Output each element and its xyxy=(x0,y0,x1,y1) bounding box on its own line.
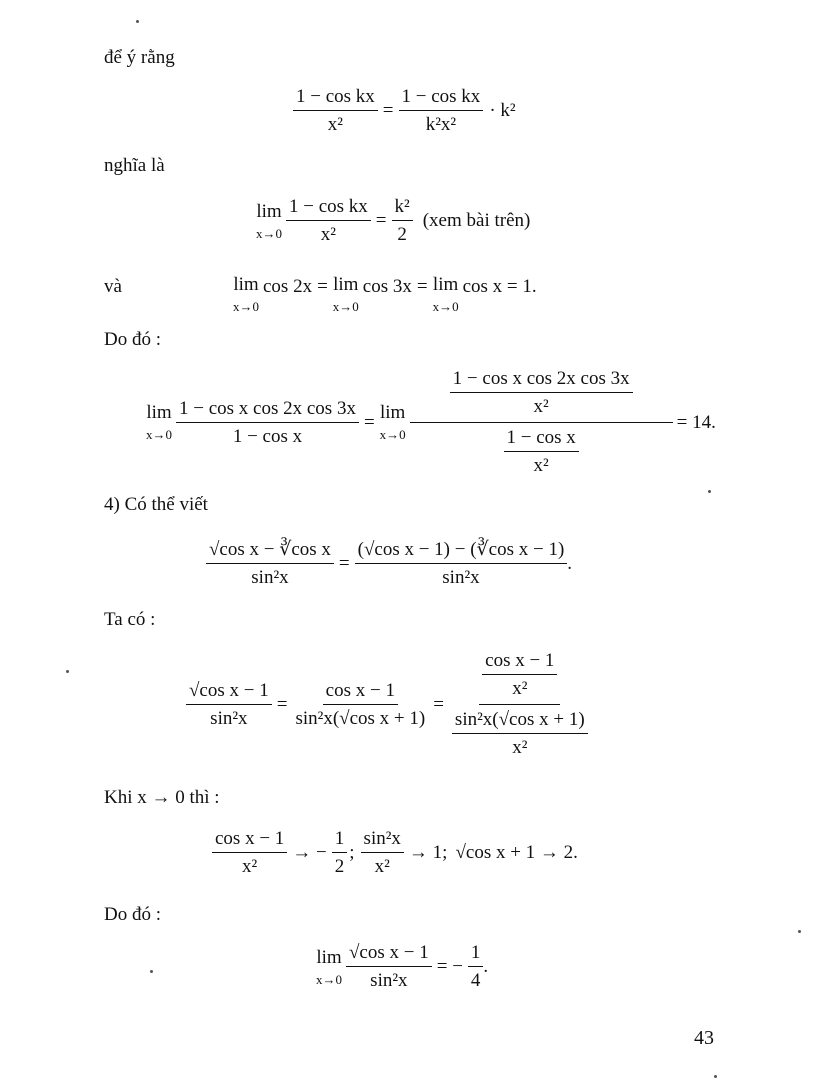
lim-operator: lim xyxy=(432,274,459,295)
fraction-numerator: √cos x − 1 xyxy=(346,942,432,967)
fraction-numerator: 1 − cos kx xyxy=(286,196,371,221)
equation-7: $\frac{\text{cos x − 1}}{\text{x²}}$ → − $\frac{1}{2}$ ; $\frac{\text{sin²x}}{\text{x²}}$ → 1; √cos x + 1 → 2. xyxy=(212,828,578,878)
page-number: 43 xyxy=(694,1027,714,1049)
fraction-denominator: sin²x xyxy=(251,567,289,588)
scan-speck xyxy=(136,20,139,23)
and-text: và xyxy=(104,276,122,297)
scan-speck xyxy=(798,930,801,933)
fraction-numerator: cos x − 1 xyxy=(323,680,398,705)
scan-speck xyxy=(714,1075,717,1078)
term: cos x = 1. xyxy=(462,275,537,297)
fraction-numerator: 1 − cos kx xyxy=(293,86,378,111)
lim-operator: lim xyxy=(233,274,259,295)
lim-operator: lim xyxy=(333,274,359,295)
lim-operator: lim xyxy=(146,402,172,423)
equation-5: $\frac{\text{√cos x − ∛cos x}}{\text{sin²x}}$ = $\frac{\text{(√cos x − 1) − (∛cos x − 1)}}{\text{sin²x}}$ . xyxy=(206,538,572,589)
fraction-numerator: 1 − cos x cos 2x cos 3x xyxy=(176,398,359,423)
fraction-numerator: k² xyxy=(392,196,413,221)
compound-fraction xyxy=(449,650,591,759)
fraction-numerator: (√cos x − 1) − (∛cos x − 1) xyxy=(355,538,568,564)
fraction-numerator: cos x − 1 xyxy=(212,828,287,853)
fraction-numerator: 1 xyxy=(332,828,348,853)
fraction-numerator: 1 − cos x cos 2x cos 3x xyxy=(450,368,633,393)
equation-3: lim x→0 cos 2x = lim x→0 cos 3x = lim x→0 cos x = 1. xyxy=(233,274,537,314)
fraction-numerator: √cos x − 1 xyxy=(186,680,272,705)
lim-operator: lim xyxy=(380,402,406,423)
lim-subscript: x→0 xyxy=(316,971,342,987)
scan-speck xyxy=(708,490,711,493)
lim-subscript: x→0 xyxy=(146,427,172,442)
term: cos 3x xyxy=(362,275,412,297)
fraction-denominator: sin²x xyxy=(442,567,480,588)
lim-subscript: x→0 xyxy=(332,299,359,314)
therefore-text: Do đó : xyxy=(104,329,161,350)
fraction-denominator: x² xyxy=(533,396,549,417)
limit-value: √cos x + 1 → 2. xyxy=(455,842,578,863)
term: cos 2x xyxy=(263,275,313,297)
lim-subscript: x→0 xyxy=(256,225,282,241)
meaning-text: nghĩa là xyxy=(104,155,165,176)
fraction-denominator: sin²x(√cos x + 1) xyxy=(295,707,426,729)
lim-subscript: x→0 xyxy=(233,299,259,314)
equation-6: $\frac{\text{√cos x − 1}}{\text{sin²x}}$ = $\frac{\text{cos x − 1}}{\text{sin²x(√cos x + 1)}}$ = $\frac{\frac{\text{cos x − 1}}{\text{x²}}}{\frac{\text{sin²x(√cos x + 1)}}{\text{x²}}}$ xyxy=(186,650,591,759)
equation-1: $\frac{\text{1 − cos kx}}{\text{x²}}$ = $\frac{\text{1 − cos kx}}{\text{k²x²}}$ · k² xyxy=(293,86,516,136)
result: = 14. xyxy=(676,411,716,433)
lim-subscript: x→0 xyxy=(379,427,406,442)
fraction-denominator: x² xyxy=(320,224,336,245)
fraction-denominator: sin²x xyxy=(370,970,408,991)
fraction-denominator: x² xyxy=(533,455,549,476)
fraction-denominator: 2 xyxy=(397,224,407,245)
fraction-numerator: sin²x xyxy=(361,828,404,853)
fraction-numerator: √cos x − ∛cos x xyxy=(206,538,334,564)
lim-subscript: x→0 xyxy=(432,299,459,314)
fraction-denominator: 2 xyxy=(334,856,345,877)
scan-speck xyxy=(66,670,69,673)
note-text: (xem bài trên) xyxy=(422,210,531,231)
compound-fraction xyxy=(410,368,673,477)
intro-text: để ý rằng xyxy=(104,47,175,68)
when-text: Khi x → 0 thì : xyxy=(104,787,220,808)
equation-4: lim x→0 $\frac{\text{1 − cos x cos 2x cos 3x}}{\text{1 − cos x}}$ = lim x→0 $\frac{\frac{\text{1 − cos x cos 2x cos 3x}}{\text{x²}}}{\frac{\text{1 − cos x}}{\text{x²}}}$ = 14. xyxy=(146,368,716,476)
fraction-numerator: sin²x(√cos x + 1) xyxy=(452,709,588,734)
therefore-text-2: Do đó : xyxy=(104,904,161,925)
fraction-denominator: k²x² xyxy=(425,114,457,135)
limit-value: → 1; xyxy=(408,842,448,863)
multiplier: · k² xyxy=(489,100,516,121)
item-4-heading: 4) Có thể viết xyxy=(104,494,208,515)
fraction-denominator: x² xyxy=(374,856,390,877)
we-have-text: Ta có : xyxy=(104,609,156,630)
scan-speck xyxy=(150,970,153,973)
lim-operator: lim xyxy=(256,200,282,222)
equation-8: lim x→0 $\frac{\text{√cos x − 1}}{\text{sin²x}}$ = − $\frac{1}{4}$ . xyxy=(316,942,489,991)
fraction-denominator: 4 xyxy=(470,970,481,991)
lim-operator: lim xyxy=(316,946,342,968)
equation-2: lim x→0 $\frac{\text{1 − cos kx}}{\text{x²}}$ = $\frac{\text{k²}}{2}$ (xem bài trên) xyxy=(256,196,531,245)
fraction-numerator: cos x − 1 xyxy=(482,650,557,675)
fraction-numerator: 1 − cos x xyxy=(504,427,579,452)
fraction-denominator: x² xyxy=(512,737,528,758)
fraction-denominator: sin²x xyxy=(210,707,248,729)
fraction-denominator: x² xyxy=(242,856,258,877)
fraction-denominator: x² xyxy=(512,678,528,699)
fraction-denominator: 1 − cos x xyxy=(232,425,303,447)
fraction-numerator: 1 xyxy=(468,942,484,967)
fraction-denominator: x² xyxy=(327,114,343,135)
fraction-numerator: 1 − cos kx xyxy=(399,86,484,111)
